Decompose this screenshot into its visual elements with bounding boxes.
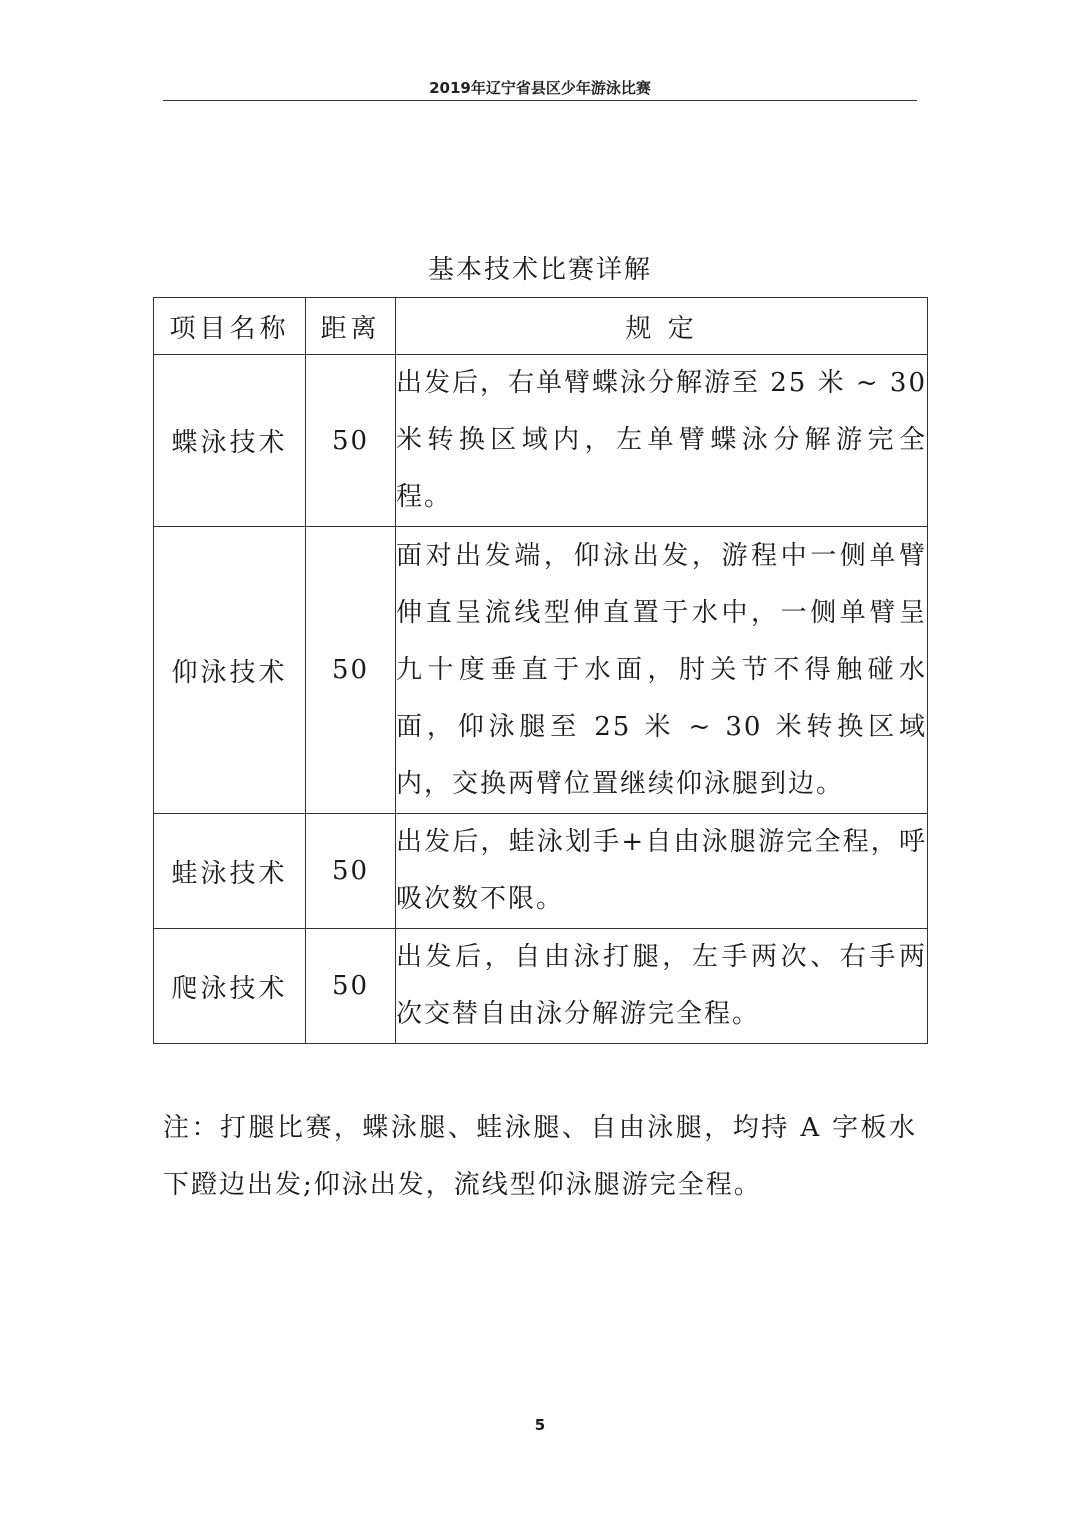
column-header-name: 项目名称 [154,298,306,355]
table-row [154,527,928,814]
table-row [154,814,928,929]
table-header-row [154,298,928,355]
rules-table [153,297,928,1044]
page-number: 5 [534,1416,546,1434]
column-header-distance: 距离 [306,298,396,355]
footnote: 注：打腿比赛，蝶泳腿、蛙泳腿、自由泳腿，均持 A 字板水下蹬边出发;仰泳出发，流线型仰泳腿游完全程。 [163,1113,917,1200]
event-name: 爬泳技术 [154,929,306,1044]
running-header: 2019年辽宁省县区少年游泳比赛 [429,79,651,97]
event-rule: 出发后，自由泳打腿，左手两次、右手两次交替自由泳分解游完全程。 [396,929,928,1044]
table-caption: 基本技术比赛详解 [427,255,652,285]
event-distance: 50 [306,355,396,527]
event-distance: 50 [306,527,396,814]
event-distance: 50 [306,929,396,1044]
header-rule [163,100,917,101]
event-distance: 50 [306,814,396,929]
column-header-rule: 规 定 [396,298,928,355]
event-name: 蛙泳技术 [154,814,306,929]
table-row [154,929,928,1044]
event-rule: 出发后，蛙泳划手+自由泳腿游完全程，呼吸次数不限。 [396,814,928,929]
table-row [154,355,928,527]
event-rule: 面对出发端，仰泳出发，游程中一侧单臂伸直呈流线型伸直置于水中，一侧单臂呈九十度垂直于水面，肘关节不得触碰水面，仰泳腿至 25 米 ~ 30 米转换区域内，交换两臂位置继续仰泳腿到边。 [396,527,928,814]
event-name: 蝶泳技术 [154,355,306,527]
event-rule: 出发后，右单臂蝶泳分解游至 25 米 ~ 30 米转换区域内，左单臂蝶泳分解游完全程。 [396,355,928,527]
event-name: 仰泳技术 [154,527,306,814]
